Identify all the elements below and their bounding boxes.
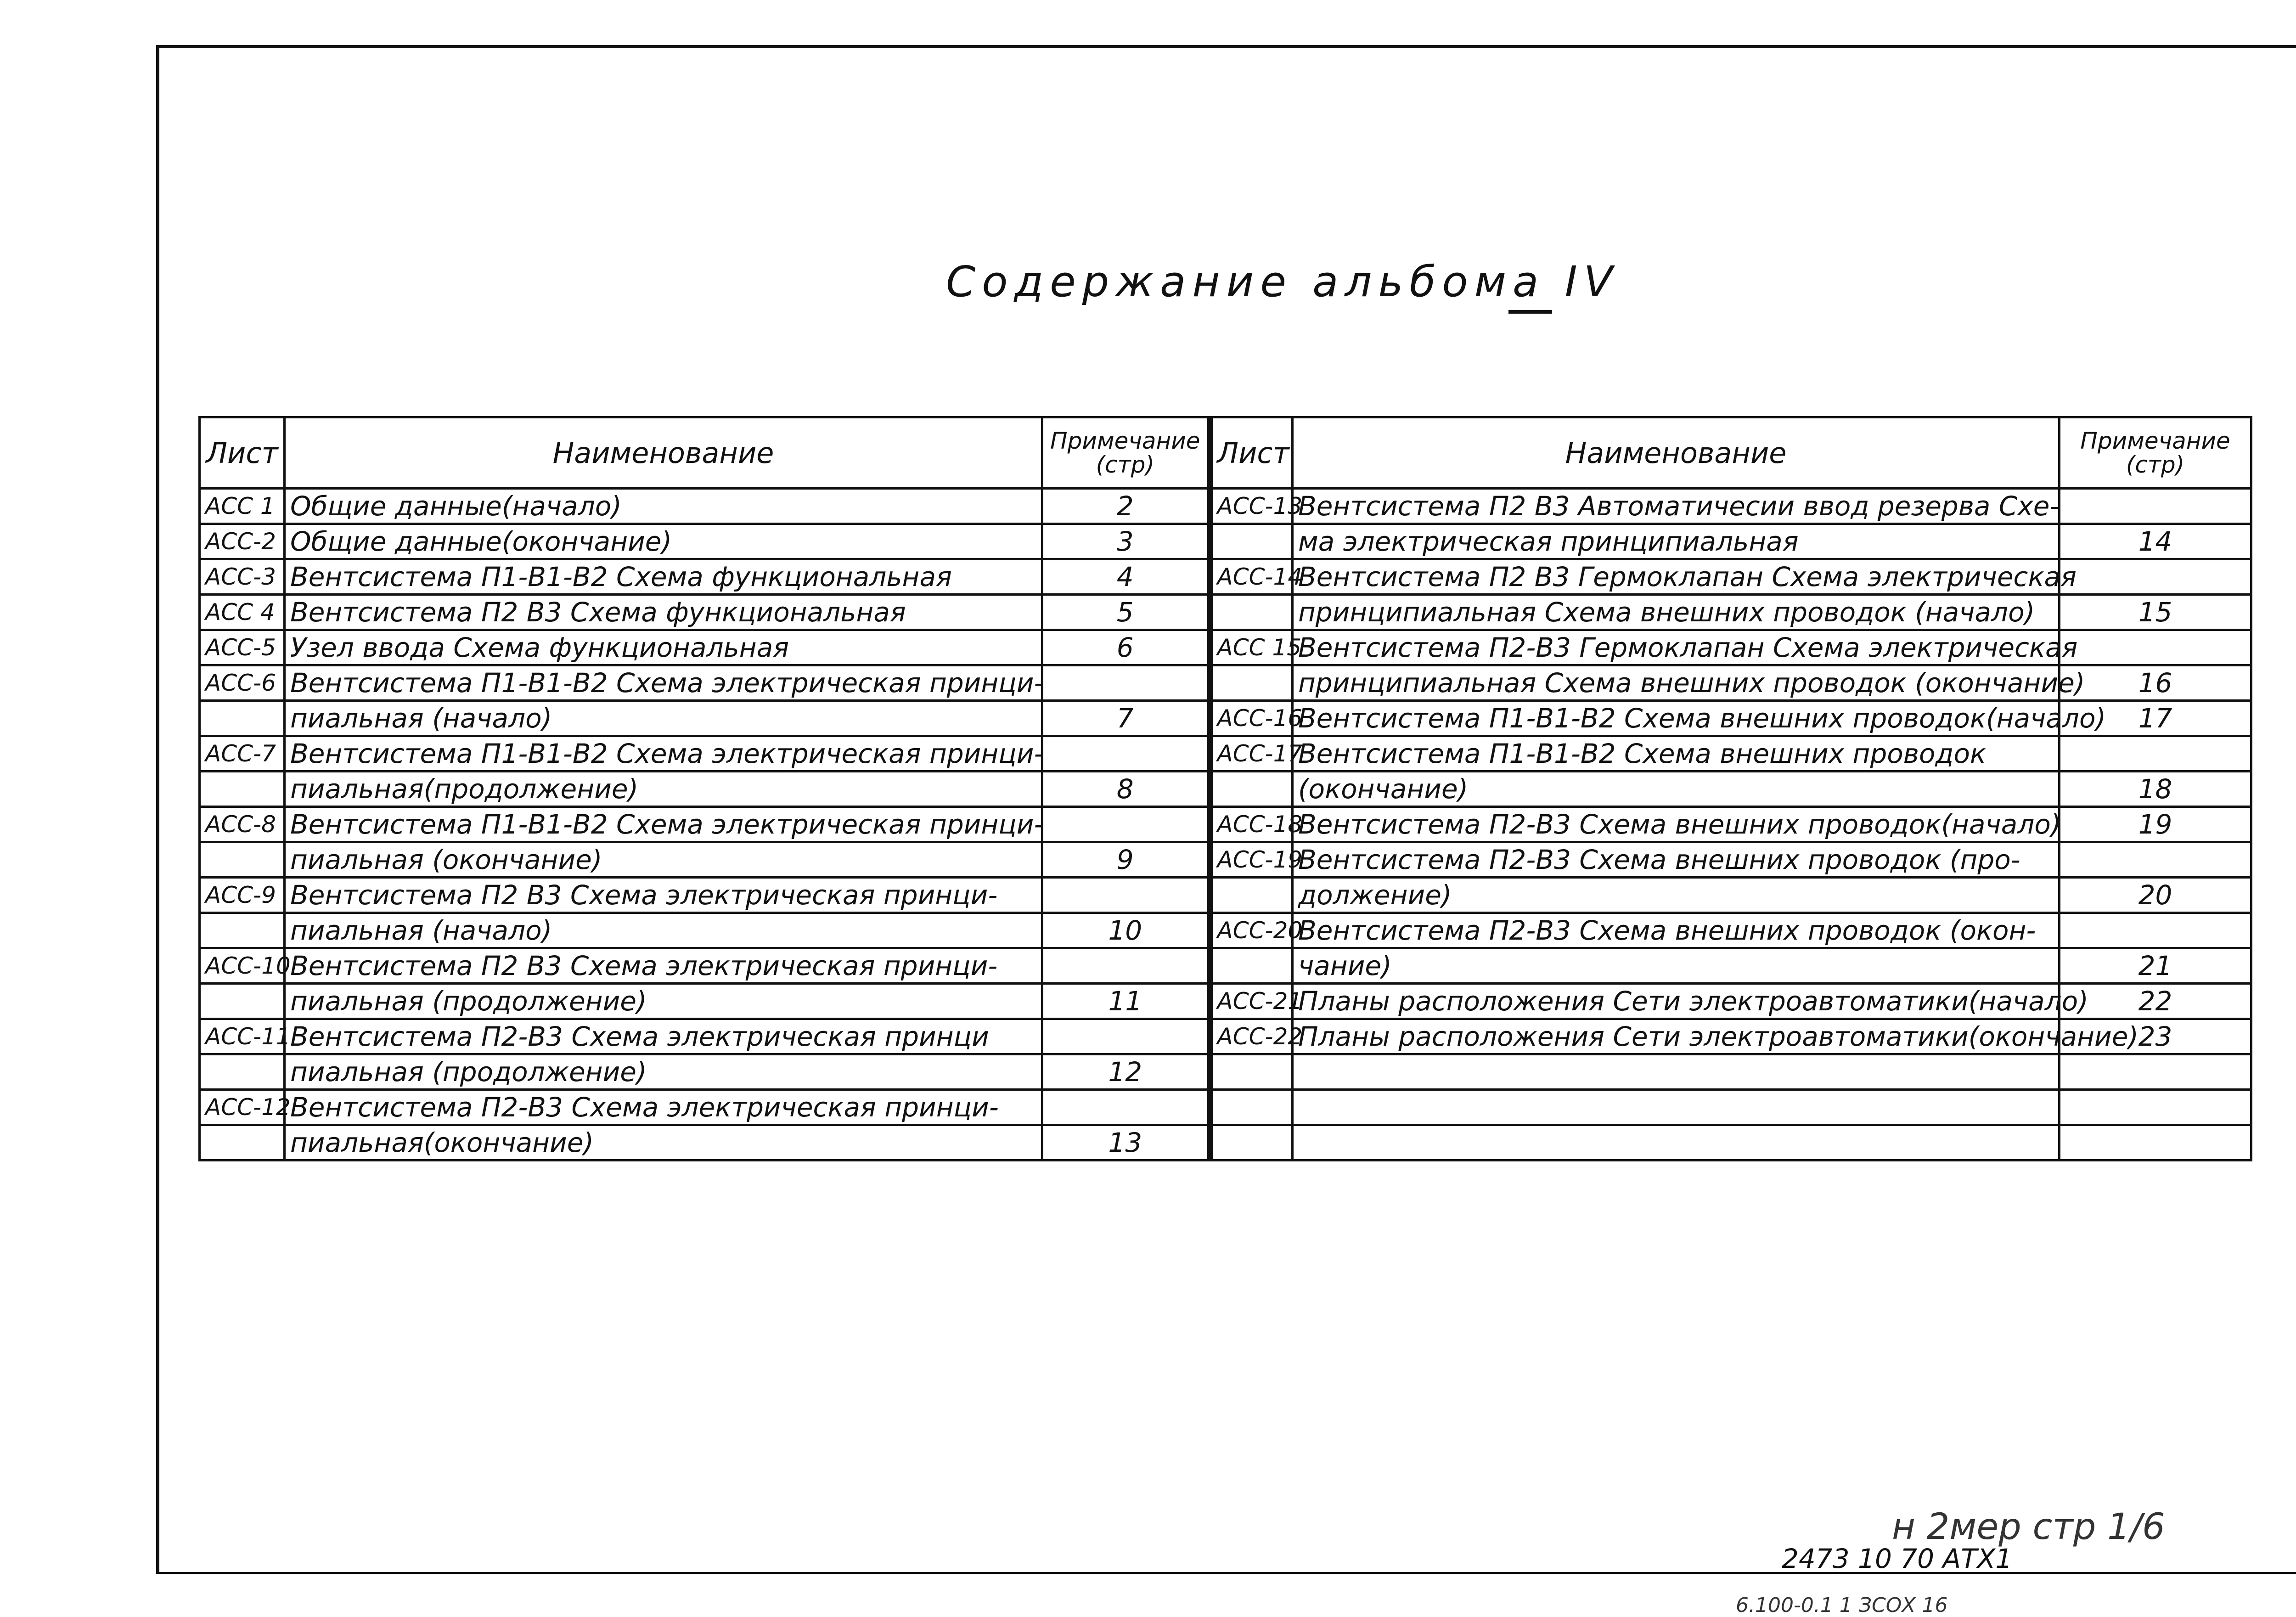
cell-sheet-right: АСС-17 [1210, 736, 1293, 772]
cell-name-right: чание) [1293, 948, 2060, 984]
cell-page-right [2060, 1090, 2251, 1125]
cell-sheet-left [200, 701, 285, 736]
cell-page-left [1042, 665, 1210, 701]
cell-page-left: 13 [1042, 1125, 1210, 1161]
cell-sheet-left: АСС-8 [200, 807, 285, 842]
document-code: 2473 10 70 АТХ1 [1782, 1543, 2013, 1574]
cell-sheet-right: АСС-14 [1210, 559, 1293, 595]
cell-page-left: 8 [1042, 772, 1210, 807]
cell-name-right [1293, 1090, 2060, 1125]
table-row [200, 948, 2251, 984]
cell-page-left: 7 [1042, 701, 1210, 736]
cell-page-right [2060, 913, 2251, 948]
table-header-row [200, 417, 2251, 489]
table-row [200, 1090, 2251, 1125]
cell-name-right: Планы расположения Сети электроавтоматики(окончание) [1293, 1019, 2060, 1054]
cell-sheet-right [1210, 772, 1293, 807]
cell-sheet-right: АСС-19 [1210, 842, 1293, 878]
cell-sheet-left: АСС-6 [200, 665, 285, 701]
cell-sheet-left: АСС-2 [200, 524, 285, 559]
cell-page-left: 5 [1042, 595, 1210, 630]
table-row [200, 878, 2251, 913]
cell-page-right: 16 [2060, 665, 2251, 701]
cell-name-left: Вентсистема П2 В3 Схема электрическая принци- [285, 878, 1042, 913]
cell-name-right [1293, 1125, 2060, 1161]
cell-sheet-left: АСС-12 [200, 1090, 285, 1125]
cell-sheet-right [1210, 524, 1293, 559]
cell-name-left: пиальная (начало) [285, 701, 1042, 736]
cell-name-left: пиальная(окончание) [285, 1125, 1042, 1161]
cell-page-left [1042, 1019, 1210, 1054]
cell-page-right [2060, 1054, 2251, 1090]
cell-sheet-right [1210, 948, 1293, 984]
cell-page-left: 3 [1042, 524, 1210, 559]
header-name-right: Наименование [1293, 417, 2060, 489]
page-title: Содержание альбома IV [946, 257, 1619, 306]
cell-page-left: 2 [1042, 489, 1210, 524]
cell-sheet-left: АСС-3 [200, 559, 285, 595]
header-note-line1: Примечание [2080, 428, 2230, 454]
cell-page-right [2060, 630, 2251, 665]
cell-name-left: пиальная (продолжение) [285, 1054, 1042, 1090]
cell-sheet-left: АСС 4 [200, 595, 285, 630]
title-underline [1508, 310, 1552, 314]
cell-sheet-right [1210, 878, 1293, 913]
header-note-line2: (стр) [2126, 451, 2185, 478]
cell-page-left: 10 [1042, 913, 1210, 948]
cell-name-left: Вентсистема П1-В1-В2 Схема электрическая принци- [285, 736, 1042, 772]
cell-sheet-right [1210, 1090, 1293, 1125]
cell-name-left: Вентсистема П1-В1-В2 Схема функциональная [285, 559, 1042, 595]
cell-name-right: Вентсистема П1-В1-В2 Схема внешних проводок(начало) [1293, 701, 2060, 736]
table-row [200, 559, 2251, 595]
cell-name-left: Вентсистема П2-В3 Схема электрическая принци [285, 1019, 1042, 1054]
cell-sheet-right [1210, 1125, 1293, 1161]
cell-page-right [2060, 736, 2251, 772]
cell-name-left: пиальная(продолжение) [285, 772, 1042, 807]
cell-name-right: Вентсистема П2-В3 Схема внешних проводок (про- [1293, 842, 2060, 878]
cell-sheet-left [200, 1125, 285, 1161]
cell-page-right [2060, 559, 2251, 595]
cell-sheet-right: АСС-21 [1210, 984, 1293, 1019]
header-sheet-right: Лист [1210, 417, 1293, 489]
cell-page-left: 6 [1042, 630, 1210, 665]
cell-name-left: Вентсистема П2 В3 Схема функциональная [285, 595, 1042, 630]
cell-name-right [1293, 1054, 2060, 1090]
cell-page-right: 19 [2060, 807, 2251, 842]
table-row [200, 595, 2251, 630]
cell-page-left [1042, 948, 1210, 984]
cell-sheet-left: АСС 1 [200, 489, 285, 524]
cell-sheet-right: АСС-22 [1210, 1019, 1293, 1054]
table-row [200, 1125, 2251, 1161]
header-note-line2: (стр) [1096, 451, 1154, 478]
cell-name-left: Общие данные(окончание) [285, 524, 1042, 559]
table-row [200, 524, 2251, 559]
table-row [200, 489, 2251, 524]
table-row [200, 736, 2251, 772]
contents-table [198, 416, 2252, 1161]
header-name-left: Наименование [285, 417, 1042, 489]
cell-page-left [1042, 807, 1210, 842]
cell-name-left: Общие данные(начало) [285, 489, 1042, 524]
cell-sheet-right [1210, 595, 1293, 630]
cell-sheet-right: АСС-18 [1210, 807, 1293, 842]
cell-name-left: пиальная (продолжение) [285, 984, 1042, 1019]
cell-name-right: Вентсистема П2 В3 Гермоклапан Схема электрическая [1293, 559, 2060, 595]
cell-page-right: 22 [2060, 984, 2251, 1019]
cell-page-left: 12 [1042, 1054, 1210, 1090]
table-row [200, 807, 2251, 842]
cell-page-left: 4 [1042, 559, 1210, 595]
header-note-line1: Примечание [1050, 428, 1200, 454]
cell-page-left [1042, 1090, 1210, 1125]
table-row [200, 1054, 2251, 1090]
handwritten-note: н 2мер стр 1/6 [1892, 1506, 2165, 1548]
cell-name-right: должение) [1293, 878, 2060, 913]
cell-sheet-left [200, 984, 285, 1019]
cell-name-right: Вентсистема П2 В3 Автоматичесии ввод резерва Схе- [1293, 489, 2060, 524]
cell-name-right: Вентсистема П2-В3 Гермоклапан Схема электрическая [1293, 630, 2060, 665]
cell-sheet-left: АСС-7 [200, 736, 285, 772]
table-body [200, 489, 2251, 1161]
table-row [200, 701, 2251, 736]
cell-sheet-right: АСС-20 [1210, 913, 1293, 948]
table-row [200, 842, 2251, 878]
table-row [200, 913, 2251, 948]
table-row [200, 772, 2251, 807]
cell-name-right: Планы расположения Сети электроавтоматики(начало) [1293, 984, 2060, 1019]
cell-name-right: Вентсистема П2-В3 Схема внешних проводок (окон- [1293, 913, 2060, 948]
cell-sheet-left: АСС-5 [200, 630, 285, 665]
cell-name-right: Вентсистема П1-В1-В2 Схема внешних проводок [1293, 736, 2060, 772]
cell-page-right: 14 [2060, 524, 2251, 559]
cell-name-left: Вентсистема П1-В1-В2 Схема электрическая принци- [285, 807, 1042, 842]
cell-name-right: принципиальная Схема внешних проводок (начало) [1293, 595, 2060, 630]
cell-name-left: Вентсистема П2 В3 Схема электрическая принци- [285, 948, 1042, 984]
cell-sheet-right [1210, 665, 1293, 701]
cell-name-left: пиальная (начало) [285, 913, 1042, 948]
table-row [200, 630, 2251, 665]
bottom-code: 6.100-0.1 1 ЗСОХ 16 [1736, 1594, 1948, 1617]
cell-name-right: (окончание) [1293, 772, 2060, 807]
cell-sheet-left [200, 772, 285, 807]
cell-name-left: Вентсистема П1-В1-В2 Схема электрическая принци- [285, 665, 1042, 701]
cell-sheet-left: АСС-9 [200, 878, 285, 913]
table-row [200, 665, 2251, 701]
cell-page-left [1042, 878, 1210, 913]
cell-sheet-right: АСС 15 [1210, 630, 1293, 665]
cell-page-right: 17 [2060, 701, 2251, 736]
cell-name-left: Узел ввода Схема функциональная [285, 630, 1042, 665]
cell-sheet-left [200, 913, 285, 948]
cell-page-right: 23 [2060, 1019, 2251, 1054]
cell-page-left: 11 [1042, 984, 1210, 1019]
cell-name-left: пиальная (окончание) [285, 842, 1042, 878]
header-note-left [1042, 417, 1210, 489]
table-row [200, 984, 2251, 1019]
cell-page-left [1042, 736, 1210, 772]
cell-sheet-left: АСС-11 [200, 1019, 285, 1054]
table-row [200, 1019, 2251, 1054]
cell-name-left: Вентсистема П2-В3 Схема электрическая принци- [285, 1090, 1042, 1125]
cell-sheet-left: АСС-10 [200, 948, 285, 984]
cell-sheet-left [200, 842, 285, 878]
cell-page-right [2060, 842, 2251, 878]
cell-name-right: принципиальная Схема внешних проводок (окончание) [1293, 665, 2060, 701]
header-sheet-left: Лист [200, 417, 285, 489]
cell-page-right: 20 [2060, 878, 2251, 913]
cell-sheet-right: АСС-16 [1210, 701, 1293, 736]
cell-page-right [2060, 1125, 2251, 1161]
cell-page-right: 15 [2060, 595, 2251, 630]
cell-sheet-right [1210, 1054, 1293, 1090]
cell-name-right: Вентсистема П2-В3 Схема внешних проводок(начало) [1293, 807, 2060, 842]
cell-page-right: 21 [2060, 948, 2251, 984]
cell-sheet-left [200, 1054, 285, 1090]
cell-page-right [2060, 489, 2251, 524]
cell-page-right: 18 [2060, 772, 2251, 807]
cell-name-right: ма электрическая принципиальная [1293, 524, 2060, 559]
header-note-right [2060, 417, 2251, 489]
cell-page-left: 9 [1042, 842, 1210, 878]
cell-sheet-right: АСС-13 [1210, 489, 1293, 524]
